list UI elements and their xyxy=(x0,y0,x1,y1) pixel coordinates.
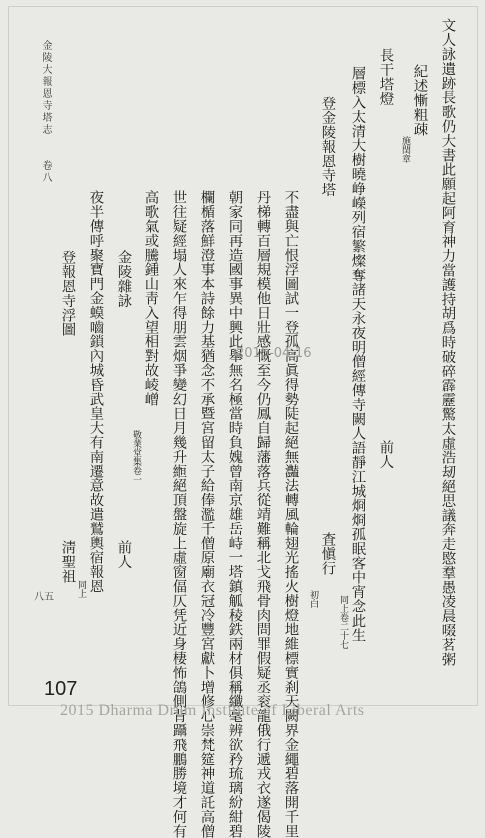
scan-page-number: 107 xyxy=(44,678,78,700)
text-column: 紀述慚粗疎 xyxy=(411,64,428,136)
text-column: 朝家同再造國事異中興此舉無名極當時負媿曾南京雄岳峙一塔鎮觚稜鉄兩材俱稱纖毫辨欲矜琉璃紛紺碧 xyxy=(226,190,243,838)
text-column: 世往疑經塌人來乍得朋雲烟爭變幻日月幾升縆絕頂盤旋上虛窗偪仄凭近身棲怖鴿側背躡飛鵬勝境才何有 xyxy=(170,190,187,838)
poem-title: 金陵雜詠 xyxy=(115,250,132,308)
text-column-annotation: 同上 xyxy=(76,580,86,598)
chinese-page-number: 八五 xyxy=(34,592,54,603)
poem-author-note: 初白 xyxy=(308,590,318,608)
text-column: 不盡與亡恨浮圖試一登孤高眞得勢陡起絕無灎法轉風輪翅光搖火樹燈地維標實刹天闕界金繩碧落開千里 xyxy=(282,190,299,838)
poem-title: 登報恩寺浮圖 xyxy=(59,250,76,337)
text-column: 丹梯轉百層規模他日壯感慨至今仍鳳自歸藩落兵從靖難稱北戈飛骨肉問罪假疑丞衮龍俄行遞戎衣遂偈陵 xyxy=(254,190,271,838)
text-column: 文人詠遺跡長歌仍大書此願起阿育神力當護持胡爲時破碎霹靂驚太虛浩刼絕思議奔走愍羣愚凌晨啜茗粥 xyxy=(439,18,456,666)
poem-author: 査愼行 xyxy=(319,532,336,576)
text-column-annotation: 敬業堂集卷一 xyxy=(131,430,141,484)
poem-author: 前人 xyxy=(377,440,394,469)
date-stamp: 2015-04-16 xyxy=(236,346,312,361)
poem-author: 淸聖祖 xyxy=(59,540,76,584)
volume-label: 卷八 xyxy=(40,160,51,184)
text-column-annotation: 同上卷二十七 xyxy=(338,595,348,649)
text-column-annotation: 施閏章 xyxy=(400,136,410,163)
text-column: 層標入太清大樹曉峥嶸列宿繁燦奪諸天永夜明僧經傳寺闕人語靜江城烱烱孤眠客中宵念此生 xyxy=(349,66,366,642)
poem-author: 前人 xyxy=(115,540,132,569)
watermark: 2015 Dharma Drum Institute of Liberal Arts xyxy=(60,702,365,719)
text-column: 欄楯落鮮澄事本詩餘力基猶念不承暨宮留太子給俸濫千僧原廟衣冠冷豐宮獻卜增修心崇梵筵神道託高僧 xyxy=(198,190,215,838)
margin-title: 金陵大報恩寺塔志 xyxy=(40,40,51,136)
poem-title: 登金陵報恩寺塔 xyxy=(319,96,336,197)
text-column: 夜半傳呼聚寶門金蟆嚙鎖內城昏武皇大有南遷意故遣鷲輿宿報恩 xyxy=(87,190,104,594)
text-column: 高歌氣或騰鍾山靑入望相對故崚嶒 xyxy=(142,190,159,406)
poem-title: 長干塔燈 xyxy=(377,48,394,106)
